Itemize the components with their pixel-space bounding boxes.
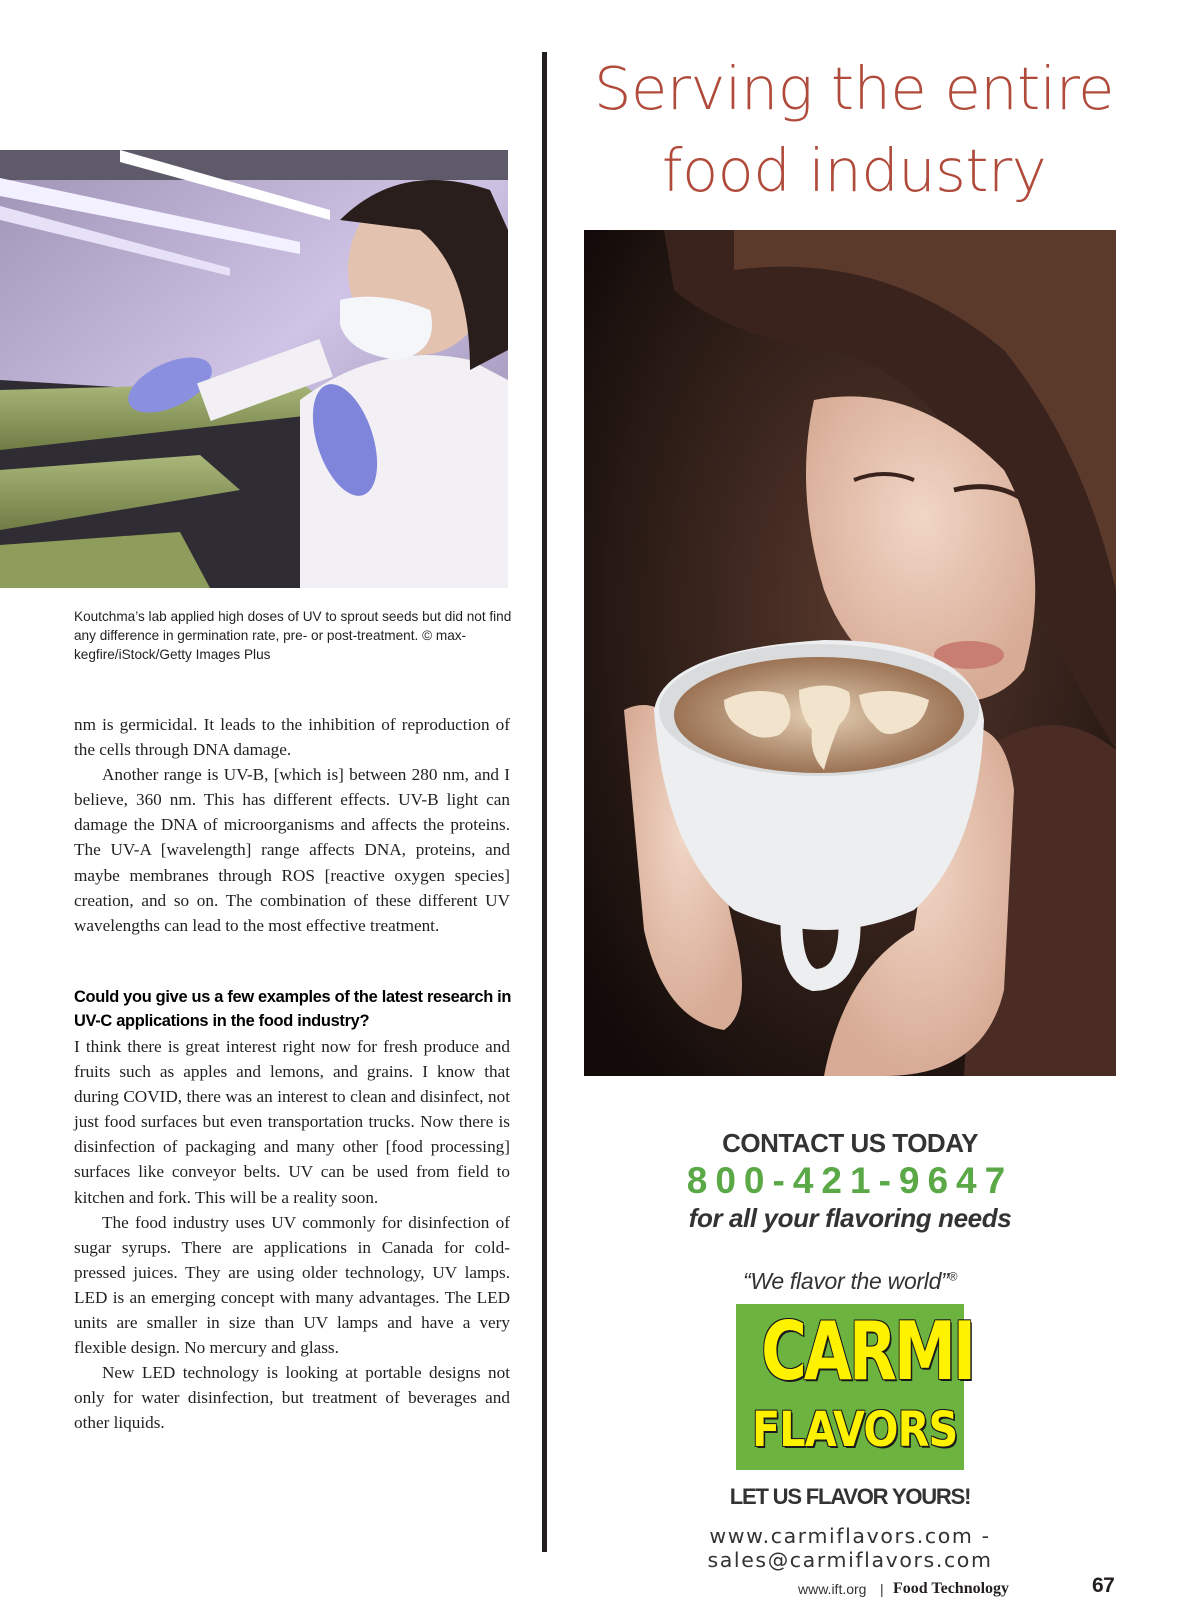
paragraph: I think there is great interest right now for fresh produce and fruits such as apples and lemons, and grains. I know that during COVID, there was an interest to clean and disinfect, not just food surfaces but even transportation trucks. Now there is disinfection of packaging and many other [food processing] surfaces like conveyor belts. UV can be used from field to kitchen and fork. This will be a reality soon. [74,1037,510,1207]
ad-headline [574,48,1134,212]
paragraph: New LED technology is looking at portable designs not only for water disinfection, but treatment of beverages and other liquids. [74,1363,510,1433]
ad-slogan: LET US FLAVOR YOURS! [729,1484,971,1509]
logo-flavors-text: FLAVORS [751,1402,958,1458]
logo-carmi-text: CARMI [761,1305,973,1398]
footer-url: www.ift.org [798,1581,867,1597]
coffee-cup-illustration [584,230,1116,1076]
brand-tagline [590,1268,1110,1295]
page-number: 67 [1092,1574,1115,1597]
paragraph: Another range is UV-B, [which is] between 280 nm, and I believe, 360 nm. This has different effects. UV-B light can damage the DNA of microorganisms and affects the proteins. The UV-A [wavelength] range affects DNA, proteins, and maybe membranes through ROS [reactive oxygen species] creation, and so on. The combination of these different UV wavelengths can lead to the most effective treatment. [74,765,510,935]
paragraph: The food industry uses UV commonly for disinfection of sugar syrups. There are applications in Canada for cold-pressed juices. They are using older technology, UV lamps. LED is an emerging concept with many advantages. The LED units are smaller in size than UV lamps and have a very flexible design. No mercury and glass. [74,1212,510,1358]
ad-headline-line-1: Serving the entire [594,54,1114,123]
lab-sprout-photo [0,150,508,588]
flavoring-needs-text: for all your flavoring needs [688,1203,1012,1233]
interview-question: Could you give us a few examples of the latest research in UV-C applications in the food industry? [74,988,512,1030]
photo-caption: Koutchma’s lab applied high doses of UV to sprout seeds but did not find any difference in germination rate, pre- or post-treatment. © max-kegfire/iStock/Getty Images Plus [74,609,512,662]
footer-separator: | [880,1581,884,1597]
footer-publication: Food Technology [893,1580,1010,1597]
registered-mark: ® [948,1269,957,1284]
article-body-part-1 [74,712,510,938]
lab-sprout-illustration [0,150,508,588]
column-divider [542,52,547,1552]
contact-heading: CONTACT US TODAY [722,1128,978,1158]
coffee-woman-photo [584,230,1116,1076]
ad-web-contact: www.carmiflavors.com - sales@carmiflavors.com [707,1524,993,1572]
article-body-part-2 [74,1034,510,1436]
tagline-text: “We flavor the world” [743,1268,949,1294]
ad-headline-line-2: food industry [661,136,1047,205]
carmi-flavors-logo [736,1304,973,1470]
paragraph: nm is germicidal. It leads to the inhibition of reproduction of the cells through DNA damage. [74,715,510,760]
phone-number: 800-421-9647 [686,1160,1014,1201]
